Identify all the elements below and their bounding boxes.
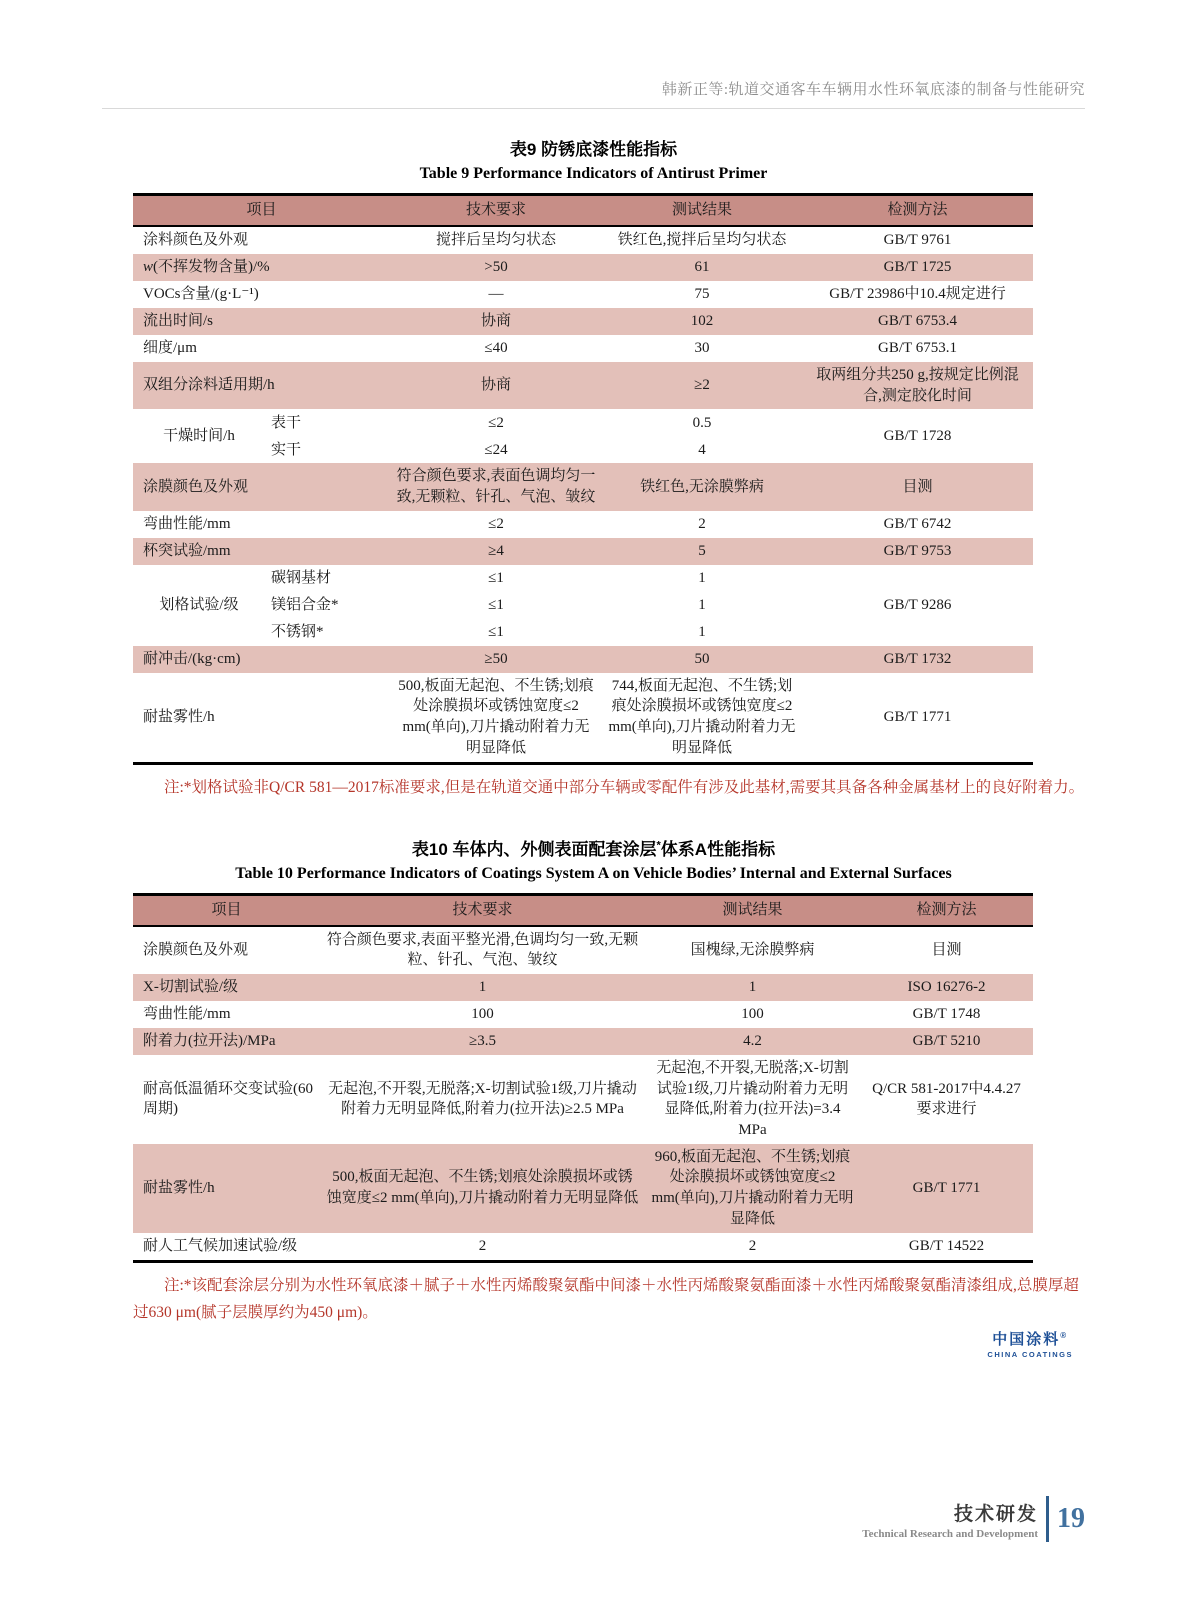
cell-result: 2: [698, 515, 706, 532]
cell-method: GB/T 5210: [912, 1033, 981, 1050]
logo-text-cn: 中国涂料: [992, 1331, 1061, 1348]
table10: [133, 893, 1033, 1263]
item-symbol: w: [143, 259, 154, 276]
cell-method: GB/T 6742: [883, 515, 952, 532]
cell-result: 75: [694, 286, 710, 303]
cell-group-label: 划格试验/级: [159, 596, 239, 613]
table-row: [133, 254, 1033, 281]
cell-method: GB/T 6753.4: [878, 313, 957, 330]
column-header: 项目: [246, 202, 277, 219]
item-text: (不挥发物含量)/%: [153, 259, 270, 276]
column-header: 测试结果: [722, 901, 783, 918]
table-row: [133, 538, 1033, 565]
cell-method: ISO 16276-2: [907, 979, 986, 996]
cell-result: 1: [698, 596, 706, 613]
cell-result: 无起泡,不开裂,无脱落;X-切割试验1级,刀片撬动附着力无明显降低,附着力(拉开法)=3.4 MPa: [656, 1060, 849, 1139]
cell-requirement: ≤2: [488, 414, 504, 431]
registered-mark: ®: [1060, 1331, 1069, 1340]
table-row: [133, 335, 1033, 362]
page-number: 19: [1057, 1503, 1085, 1534]
cell-requirement: 符合颜色要求,表面色调均匀一致,无颗粒、针孔、气泡、皱纹: [396, 468, 596, 506]
cell-result: 960,板面无起泡、不生锈;划痕处涂膜损坏或锈蚀宽度≤2 mm(单向),刀片撬动附着力无明显降低: [651, 1148, 854, 1227]
cell-method: 取两组分共250 g,按规定比例混合,测定胶化时间: [816, 367, 1019, 404]
table-row: [133, 1233, 1033, 1260]
footer-section-cn: 技术研发: [953, 1503, 1038, 1525]
cell-result: 1: [698, 623, 706, 640]
cell-method: GB/T 9761: [883, 232, 952, 249]
cell-requirement: 无起泡,不开裂,无脱落;X-切割试验1级,刀片撬动附着力无明显降低,附着力(拉开法)≥2.5 MPa: [328, 1080, 637, 1118]
cell-item: 涂膜颜色及外观: [143, 478, 249, 495]
cell-result: 1: [698, 569, 706, 586]
cell-item: 杯突试验/mm: [143, 542, 231, 559]
cell-requirement: ≤40: [484, 340, 508, 357]
cell-item: [133, 254, 390, 281]
cell-method: GB/T 1732: [883, 650, 952, 667]
cell-requirement: ≥4: [488, 542, 504, 559]
cell-result: 4: [698, 441, 706, 458]
cell-result: 744,板面无起泡、不生锈;划痕处涂膜损坏或锈蚀宽度≤2 mm(单向),刀片撬动附着力无明显降低: [608, 677, 796, 756]
column-header: 检测方法: [916, 901, 977, 918]
cell-result: 0.5: [692, 414, 712, 431]
cell-method: GB/T 1771: [912, 1179, 981, 1196]
cell-subitem: 表干: [271, 414, 302, 431]
cell-item: 耐盐雾性/h: [143, 1179, 215, 1196]
logo-name-en: CHINA COATINGS: [987, 1350, 1073, 1359]
logo-name-cn: [987, 1328, 1073, 1349]
cell-method: GB/T 1771: [883, 708, 952, 725]
table10-header-row: [133, 896, 1033, 927]
cell-result: 1: [748, 979, 757, 996]
cell-result: 30: [694, 340, 710, 357]
column-header: 项目: [211, 901, 242, 918]
cell-requirement: ≤24: [484, 441, 508, 458]
cell-item: 弯曲性能/mm: [143, 1006, 231, 1023]
cell-item: 涂料颜色及外观: [143, 232, 249, 249]
cell-result: 4.2: [743, 1033, 762, 1050]
table-row: [133, 646, 1033, 673]
table10-footnote: 注:*该配套涂层分别为水性环氧底漆＋腻子＋水性丙烯酸聚氨酯中间漆＋水性丙烯酸聚氨酯面漆＋水性丙烯酸聚氨酯清漆组成,总膜厚超过630 μm(腻子层膜厚约为450 μm)。: [133, 1276, 1079, 1321]
cell-requirement: ≤2: [488, 515, 504, 532]
footer-section-titles: [862, 1499, 1038, 1540]
cell-result: 铁红色,无涂膜弊病: [640, 478, 764, 495]
cell-item: 附着力(拉开法)/MPa: [143, 1033, 276, 1050]
cell-result: 国槐绿,无涂膜弊病: [690, 941, 815, 958]
running-head-title: 韩新正等:轨道交通客车车辆用水性环氧底漆的制备与性能研究: [661, 82, 1085, 98]
table-row: [133, 362, 1033, 409]
cell-method: GB/T 9286: [883, 596, 952, 613]
column-header: 测试结果: [671, 202, 732, 219]
title-text: 体系A性能指标: [660, 839, 776, 859]
cell-requirement: 100: [471, 1006, 494, 1023]
table-row: [133, 1001, 1033, 1028]
cell-requirement: 500,板面无起泡、不生锈;划痕处涂膜损坏或锈蚀宽度≤2 mm(单向),刀片撬动附着力无明显降低: [398, 677, 594, 756]
cell-requirement: ≤1: [488, 569, 504, 586]
cell-result: 100: [741, 1006, 764, 1023]
table-row-group-crosscut: [133, 565, 1033, 646]
cell-method: GB/T 23986中10.4规定进行: [829, 286, 1006, 303]
table-row: [133, 927, 1033, 974]
column-header: 检测方法: [887, 202, 948, 219]
table-row: [133, 227, 1033, 254]
cell-method: Q/CR 581-2017中4.4.27要求进行: [872, 1080, 1021, 1118]
cell-result: 102: [690, 313, 714, 330]
table-row: [133, 974, 1033, 1001]
cell-requirement: 搅拌后呈均匀状态: [435, 232, 556, 249]
cell-requirement: ≤1: [488, 623, 504, 640]
table9-footnote: 注:*划格试验非Q/CR 581—2017标准要求,但是在轨道交通中部分车辆或零配件有涉及此基材,需要其具备各种金属基材上的良好附着力。: [164, 778, 1085, 796]
cell-result: 2: [748, 1237, 757, 1254]
table-row: [133, 1028, 1033, 1055]
cell-requirement: >50: [484, 259, 508, 276]
table10-title-cn: [0, 835, 1187, 860]
cell-method: GB/T 9753: [883, 542, 952, 559]
cell-method: GB/T 14522: [908, 1237, 985, 1254]
page-footer: [862, 1496, 1085, 1542]
table-row: [133, 308, 1033, 335]
footer-section-en: Technical Research and Development: [862, 1527, 1038, 1540]
table9-title-cn: 表9 防锈底漆性能指标: [509, 140, 678, 159]
table-row: [133, 511, 1033, 538]
table-row-group-drying: [133, 409, 1033, 463]
cell-subitem: 镁铝合金*: [271, 596, 339, 613]
cell-item: VOCs含量/(g·L⁻¹): [143, 286, 259, 303]
cell-method: GB/T 1725: [883, 259, 952, 276]
cell-requirement: 符合颜色要求,表面平整光滑,色调均匀一致,无颗粒、针孔、气泡、皱纹: [326, 931, 639, 969]
table-row: [133, 281, 1033, 308]
china-coatings-logo: [987, 1328, 1073, 1359]
cell-result: ≥2: [694, 377, 710, 394]
cell-item: 耐冲击/(kg·cm): [143, 650, 241, 667]
table10-title-en: Table 10 Performance Indicators of Coatings System A on Vehicle Bodies’ Internal and External Surfaces: [235, 864, 952, 882]
cell-requirement: 1: [478, 979, 487, 996]
cell-result: 5: [698, 542, 706, 559]
cell-requirement: 500,板面无起泡、不生锈;划痕处涂膜损坏或锈蚀宽度≤2 mm(单向),刀片撬动附着力无明显降低: [326, 1169, 639, 1207]
table-row: [133, 673, 1033, 762]
cell-item: 耐人工气候加速试验/级: [143, 1237, 298, 1254]
cell-result: 铁红色,搅拌后呈均匀状态: [617, 232, 787, 249]
cell-requirement: 协商: [480, 377, 511, 394]
column-header: 技术要求: [452, 901, 513, 918]
cell-item: X-切割试验/级: [143, 979, 238, 996]
cell-requirement: 2: [478, 1237, 487, 1254]
cell-method: GB/T 1728: [883, 428, 952, 445]
column-header: 技术要求: [465, 202, 526, 219]
cell-item: 耐高低温循环交变试验(60周期): [143, 1080, 313, 1118]
cell-item: 涂膜颜色及外观: [143, 941, 249, 958]
running-head-container: [102, 0, 1085, 109]
title-superscript: *: [656, 838, 661, 851]
cell-requirement: ≥3.5: [469, 1033, 496, 1050]
cell-result: 50: [694, 650, 710, 667]
cell-item: 双组分涂料适用期/h: [143, 377, 275, 394]
table-row: [133, 1055, 1033, 1144]
cell-requirement: ≤1: [488, 596, 504, 613]
table9-header-row: [133, 196, 1033, 227]
cell-subitem: 不锈钢*: [271, 623, 324, 640]
cell-requirement: —: [488, 286, 504, 303]
cell-item: 耐盐雾性/h: [143, 708, 215, 725]
table-row: [133, 463, 1033, 510]
cell-method: GB/T 6753.1: [878, 340, 957, 357]
cell-requirement: ≥50: [484, 650, 508, 667]
title-text: 表10 车体内、外侧表面配套涂层: [411, 839, 657, 859]
cell-method: 目测: [931, 941, 962, 958]
table-row: [133, 1144, 1033, 1233]
footer-divider-bar: [1046, 1496, 1049, 1542]
cell-item: 流出时间/s: [143, 313, 214, 330]
cell-group-label: 干燥时间/h: [163, 428, 235, 445]
table9-title-en: Table 9 Performance Indicators of Antirust Primer: [419, 165, 768, 182]
cell-method: GB/T 1748: [912, 1006, 981, 1023]
cell-subitem: 碳钢基材: [271, 569, 332, 586]
cell-result: 61: [694, 259, 710, 276]
cell-requirement: 协商: [480, 313, 511, 330]
cell-subitem: 实干: [271, 441, 302, 458]
cell-item: 细度/μm: [143, 340, 197, 357]
cell-method: 目测: [902, 478, 933, 495]
table9: [133, 193, 1033, 765]
cell-item: 弯曲性能/mm: [143, 515, 231, 532]
